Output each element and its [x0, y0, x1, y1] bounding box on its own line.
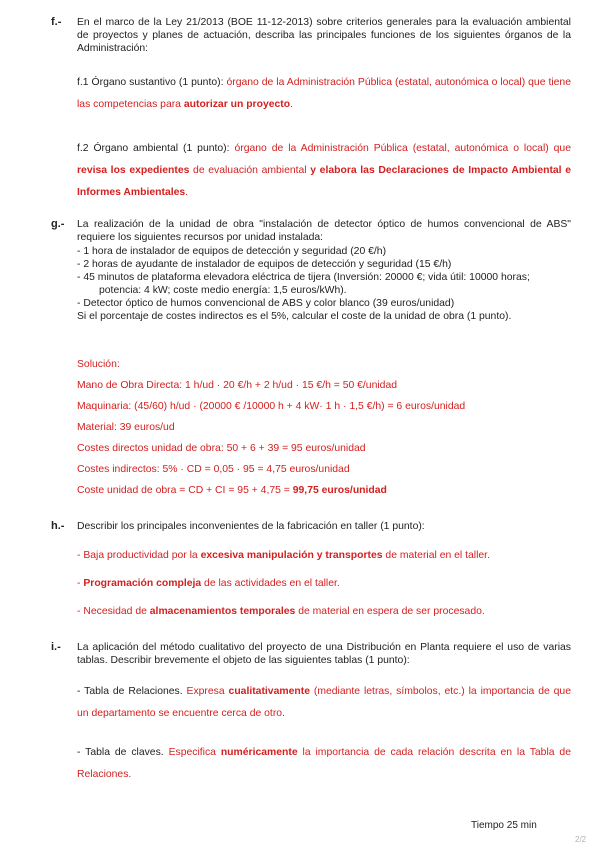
list-item: - Detector óptico de humos convencional de ABS y color blanco (39 euros/unidad)	[77, 298, 455, 309]
answer-t2: - Tabla de claves. Especifica numéricamente la importancia de cada relación descrita en la Tabla de Relaciones.	[77, 747, 571, 780]
solution-block	[77, 354, 571, 501]
solution-line: Costes indirectos: 5% · CD = 0,05 · 95 = 4,75 euros/unidad	[77, 464, 350, 475]
answer-text: .	[185, 187, 189, 198]
question-f	[51, 16, 571, 198]
question-i	[51, 641, 571, 780]
question-intro: En el marco de la Ley 21/2013 (BOE 11-12-2013) sobre criterios generales para la evaluación ambiental de proyectos y planes de actuación, describa las principales funciones de los siguientes órganos de la Administración:	[77, 17, 571, 54]
solution-final	[77, 480, 571, 501]
list-item: - 2 horas de ayudante de instalador de equipos de detección y seguridad (15 €/h)	[77, 259, 452, 270]
solution-line: Costes directos unidad de obra: 50 + 6 + 39 = 95 euros/unidad	[77, 443, 366, 454]
question-intro: La aplicación del método cualitativo del proyecto de una Distribución en Planta requiere el uso de varias tablas. Describir brevemente el objeto de las siguientes tablas (1 punto):	[77, 642, 571, 666]
solution-line: Material: 39 euros/ud	[77, 422, 175, 433]
list-item: - Necesidad de almacenamientos temporales de material en espera de ser procesado.	[77, 606, 485, 617]
question-label: f.-	[51, 16, 62, 28]
exam-time: Tiempo 25 min	[471, 820, 537, 831]
question-text: Si el porcentaje de costes indirectos es el 5%, calcular el coste de la unidad de obra (1 punto).	[77, 311, 512, 322]
list-item: - 1 hora de instalador de equipos de detección y seguridad (20 €/h)	[77, 246, 387, 257]
question-label: h.-	[51, 520, 65, 532]
answer-lead: - Tabla de claves.	[77, 747, 169, 758]
solution-final-text: Coste unidad de obra = CD + CI = 95 + 4,75 =	[77, 485, 293, 496]
solution-final-value: 99,75 euros/unidad	[292, 485, 387, 496]
answer-keyword: y elabora las Declaraciones de Impacto Ambiental e Informes Ambientales	[77, 165, 571, 198]
resource-list	[77, 245, 571, 323]
answer-text: de evaluación ambiental	[189, 165, 311, 176]
solution-label: Solución:	[77, 359, 120, 370]
answer-keyword: autorizar un proyecto	[183, 99, 291, 110]
question-label: g.-	[51, 218, 65, 230]
answer-f2	[77, 138, 571, 204]
question-intro: Describir los principales inconvenientes de la fabricación en taller (1 punto):	[77, 521, 425, 532]
list-item: - Baja productividad por la excesiva manipulación y transportes de material en el taller.	[77, 550, 490, 561]
question-label: i.-	[51, 641, 61, 653]
answer-text: órgano de la Administración Pública (estatal, autonómica o local) que tiene las competencias para	[77, 77, 571, 110]
answer-lead: f.1 Órgano sustantivo (1 punto):	[77, 77, 227, 88]
answer-f1	[77, 72, 571, 116]
answer-lead: f.2 Órgano ambiental (1 punto):	[77, 143, 235, 154]
list-item: - 45 minutos de plataforma elevadora eléctrica de tijera (Inversión: 20000 €; vida útil: 10000 horas; potencia: 4 kW; coste medio energía: 1,5 euros/kWh).	[77, 272, 530, 296]
answer-keyword: revisa los expedientes	[77, 165, 190, 176]
answer-t1: - Tabla de Relaciones. Expresa cualitativamente (mediante letras, símbolos, etc.) la importancia de que un departamento se encuentre cerca de otro.	[77, 686, 571, 719]
question-h	[51, 520, 571, 617]
question-intro: La realización de la unidad de obra "instalación de detector óptico de humos convencional de ABS" requiere los siguientes recursos por unidad instalada:	[77, 219, 571, 243]
solution-line: Maquinaria: (45/60) h/ud · (20000 € /10000 h + 4 kW· 1 h · 1,5 €/h) = 6 euros/unidad	[77, 401, 466, 412]
solution-line: Mano de Obra Directa: 1 h/ud · 20 €/h + 2 h/ud · 15 €/h = 50 €/unidad	[77, 380, 398, 391]
answer-lead: - Tabla de Relaciones.	[77, 686, 187, 697]
answer-text: órgano de la Administración Pública (estatal, autonómica o local) que	[234, 143, 571, 154]
list-item: - Programación compleja de las actividades en el taller.	[77, 578, 340, 589]
answer-list	[77, 542, 571, 626]
question-g	[51, 218, 571, 496]
answer-text: .	[290, 99, 293, 110]
page-number: 2/2	[575, 835, 587, 844]
